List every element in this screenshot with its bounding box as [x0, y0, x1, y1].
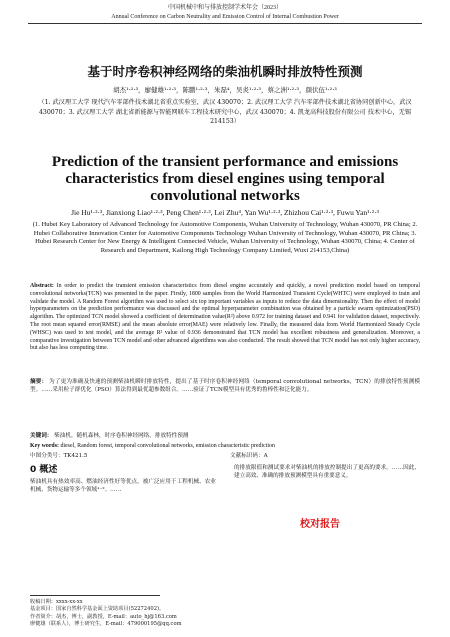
author-bio: 作者简介：胡杰，博士，副教授，E-mail：auto_hj@163.com: [30, 613, 177, 620]
en-keywords-label: Key words:: [30, 443, 59, 449]
cn-keywords-label: 关键词：: [30, 433, 53, 439]
en-abstract: [30, 283, 420, 353]
cn-keywords: [30, 432, 420, 440]
en-affiliations: (1. Hubei Key Laboratory of Advanced Technology for Automotive Components, Wuhan University of Technology, Wuhan 430070, PR China; 2. Hubei Collaborative Innovation Center for Automotive Components Technology Wuhan University of Technology, Wuhan 430070, PR China; 3. Hubei Research Center for New Energy & Intelligent Connected Vehicle, Wuhan University of Technology, Wuhan 430070, China; 4. Center of Research and Department, Kailong High Technology Company Limited, Wuxi 214153,China): [32, 221, 418, 254]
corresponding-author: 廖健雄（联系人），博士研究生，E-mail：479000195@qq.com: [30, 621, 182, 628]
header-rule: [28, 23, 422, 24]
en-abstract-text: In order to predict the transient emission characteristics from diesel engine accurately and quickly, a novel prediction model based on temporal convolutional networks(TCN) was presented in the paper. Firstly, 1800 samples from the World Harmonized Transient Cycle(WHTC) were employed to train and validate the model. A Random Forest algorithm was used to select six top important variables as inputs to reduce the data dimensionality. Then the effect of model hyperparameters on the prediction performance was discussed and the optimal hyperparameter combination was obtained by a particle swarm optimization(PSO) algorithm. The optimized TCN model showed a coefficient of determination value(R²) above 0.972 for training dataset and 0.941 for validation dataset, respectively. The root mean squared error(RMSE) and the mean absolute error(MAE) were relatively low. Finally, the measured data from World Harmonized Steady Cycle (WHSC) was used to test model, and the average R² value of 0.936 demonstrated that TCN model has excellent robustness and generalization. Moreover, a comparative investigation between TCN model and other advanced algorithms was also conducted. The result showed that TCN model has not only higher accuracy, but also has less computing time.: [30, 283, 420, 352]
cn-abstract-label: 摘要：: [30, 379, 48, 385]
proof-report-stamp: 校对报告: [300, 519, 340, 530]
footnote: [30, 599, 420, 629]
en-keywords: [30, 442, 420, 450]
body-text-left: 柴油机具有热效率高、燃油经济性好等优点，被广泛应用于工程机械、农业机械、货物运输等多个领域¹⁻²。……: [30, 479, 216, 494]
classification-row: [30, 452, 420, 460]
body-column-right: [234, 464, 420, 480]
body-column-left: [30, 464, 216, 494]
body-text-right: 的排放限值和测试要求对柴油机的排放控制提出了更高的要求。……因此，建立高效、准确的排放预测模型具有重要意义。: [234, 465, 420, 480]
cn-title: 基于时序卷积神经网络的柴油机瞬时排放特性预测: [87, 64, 363, 79]
funding: 基金项目：国家自然科学基金面上资助项目(52272402)。: [30, 606, 165, 613]
section-heading: 0 概述: [30, 465, 58, 475]
cn-keywords-text: 柴油机，随机森林，时序卷积神经网络，排放特性预测: [54, 433, 189, 439]
cn-abstract-text: 为了更为准确及快速的预测柴油机瞬时排放特性，提出了基于时序卷积神经网络（temporal convolutional networks，TCN）的排放特性预测模型。……采用粒子群优化（PSO）算法得到最优超参数组合。……验证了TCN模型具有优秀的鲁棒性和泛化能力。: [30, 379, 420, 394]
cn-authors: 胡杰¹·²·³，廖健雄¹·²·³，陈鹏¹·²·³，朱磊⁴，吴炎¹·²·³，蔡之洲¹·²·³，颜伏伍¹·²·³: [113, 86, 337, 94]
running-header: [0, 4, 450, 22]
clc-number: 中图分类号：TK421.5: [30, 453, 88, 459]
footnote-rule: [30, 595, 160, 596]
cn-abstract: [30, 378, 420, 394]
cn-affiliations: （1. 武汉理工大学 现代汽车零部件技术湖北省重点实验室，武汉 430070；2. 武汉理工大学 汽车零部件技术湖北省协同创新中心，武汉 430070；3. 武汉理工大学 湖北省新能源与智能网联车工程技术研究中心，武汉 430070；4. 凯龙高科技股份有限公司 技术中心，无锡 214153）: [38, 99, 412, 125]
running-header-cn: 中国机械中和与排放控制学术年会（2023）: [167, 5, 282, 11]
en-keywords-text: diesel, Random forest, temporal convolutional networks, emission characteristic prediction: [60, 443, 275, 449]
en-abstract-label: Abstract:: [30, 283, 54, 289]
running-header-en: Annual Conference on Carbon Neutrality and Emission Control of Internal Combustion Power: [111, 14, 339, 20]
document-code: 文献标识码：A: [230, 453, 268, 459]
received-date: 收稿日期：xxxx-xx-xx: [30, 599, 83, 605]
en-authors: Jie Hu¹·²·³, Jianxiong Liao¹·²·³, Peng Chen¹·²·³, Lei Zhu⁴, Yan Wu¹·²·³, Zhizhou Cai¹·²·³, Fuwu Yan¹·²·³: [71, 208, 379, 217]
en-title: Prediction of the transient performance and emissions characteristics from diesel engines using temporal convolutional networks: [51, 154, 399, 204]
